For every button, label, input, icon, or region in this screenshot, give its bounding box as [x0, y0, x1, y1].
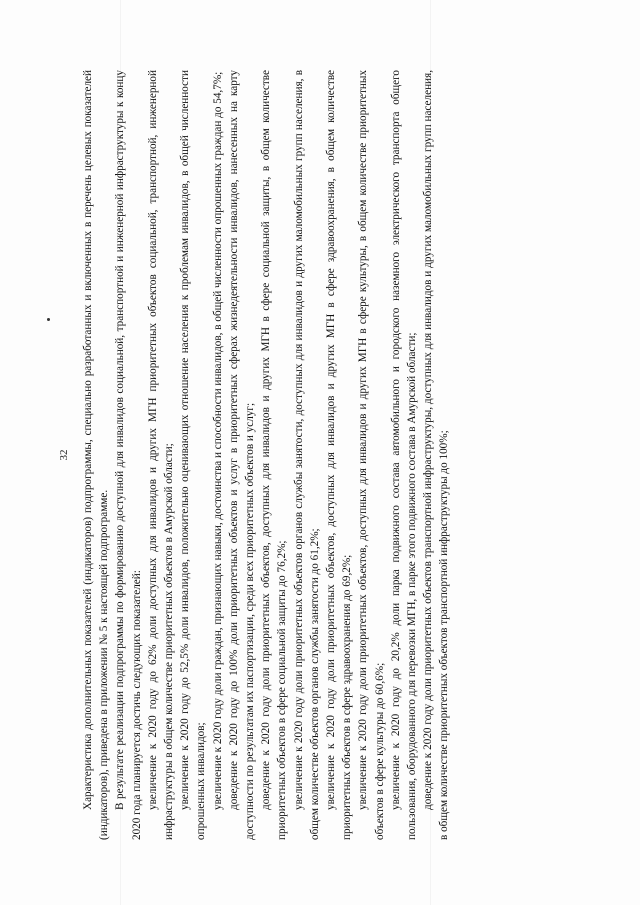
paragraph: доведение к 2020 году доли приоритетных объектов транспортной инфраструктуры, доступных для инвалидов и других маломобильных групп населения, в общем количестве приоритетных объектов транспортной инфраструктуры до 100%;	[422, 70, 451, 840]
paragraph: доведение к 2020 году до 100% доли приоритетных объектов и услуг в приоритетных сферах жизнедеятельности инвалидов, нанесенных на карту доступности по результатам их паспортизации, среди всех приоритетных объектов и услуг;	[227, 70, 257, 840]
paragraph: увеличение к 2020 году до 52,5% доли инвалидов, положительно оценивающих отношение населения к проблемам инвалидов, в общей численности опрошенных инвалидов;	[179, 70, 208, 840]
paragraph: увеличение к 2020 году до 62% доли доступных для инвалидов и других МГН приоритетных объектов социальной, транспортной, инженерной инфраструктуры в общем количестве приоритетных объектов в Амурской области;	[146, 70, 176, 840]
page-number: 32	[58, 449, 70, 461]
paragraph: Характеристика дополнительных показателей (индикаторов) подпрограммы, специально разработанных и включенных в перечень целевых показателей (индикаторов), приведена в приложении № 5 к настоящей подпрограмме.	[82, 70, 111, 840]
paragraph: увеличение к 2020 году доли приоритетных объектов органов службы занятости, доступных для инвалидов и других маломобильных групп населения, в общем количестве объектов органов службы занятости до 61,2%;	[292, 70, 321, 840]
paragraph: увеличение к 2020 году доли граждан, признающих навыки, достоинства и способности инвалидов, в общей численности опрошенных граждан до 54,7%;	[211, 71, 224, 810]
paragraph: доведение к 2020 году доли приоритетных объектов, доступных для инвалидов и других МГН в сфере социальной защиты, в общем количестве приоритетных объектов в сфере социальной защиты до 76,2%;	[260, 70, 289, 840]
document-body	[80, 70, 453, 840]
scan-dot-mark	[47, 318, 50, 321]
paragraph: увеличение к 2020 году доли приоритетных объектов, доступных для инвалидов и других МГН в сфере здравоохранения, в общем количестве приоритетных объектов в сфере здравоохранения до 69,2%;	[325, 70, 354, 840]
paragraph: увеличение к 2020 году до 20,2% доли парка подвижного состава автомобильного и городского наземного электрического транспорта общего пользования, оборудованного для перевозки МГН, в парке этого подвижного состава в Амурской области;	[389, 70, 419, 840]
rotated-content	[58, 70, 570, 840]
paragraph: увеличение к 2020 году доли приоритетных объектов, доступных для инвалидов и других МГН в сфере культуры, в общем количестве приоритетных объектов в сфере культуры до 60,6%;	[357, 70, 386, 840]
paragraph: В результате реализации подпрограммы по формированию доступной для инвалидов социальной, транспортной и инженерной инфраструктуры к концу 2020 года планируется достичь следующих показателей:	[114, 70, 143, 840]
